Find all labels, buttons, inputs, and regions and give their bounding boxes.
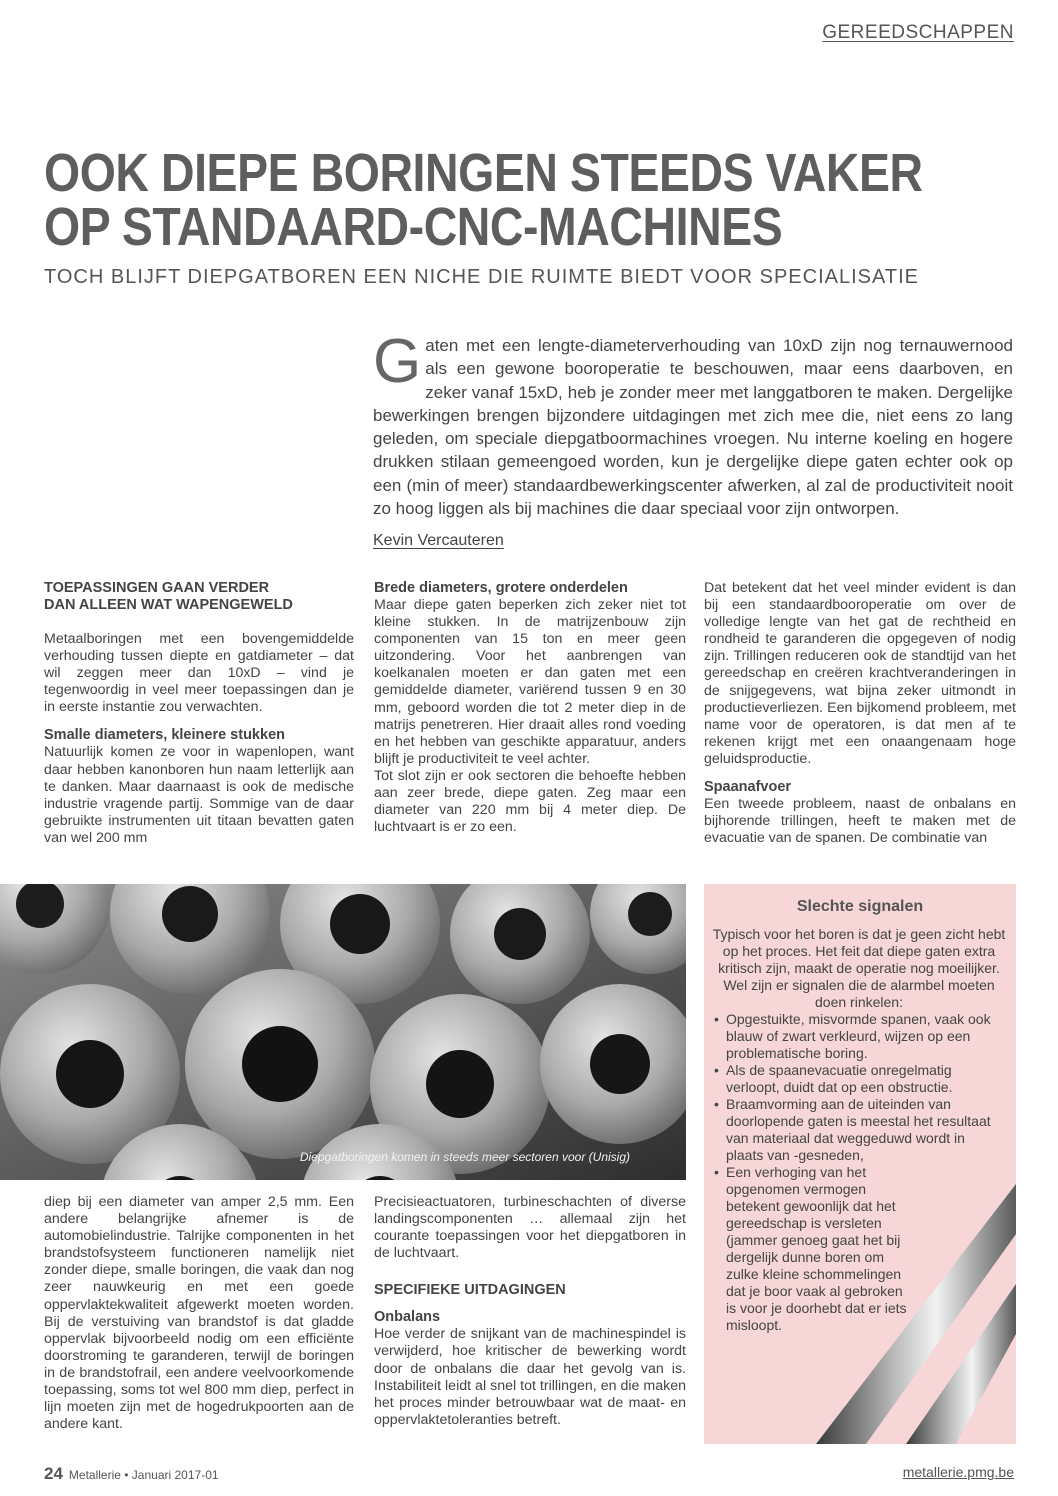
subheading: Onbalans	[374, 1309, 441, 1326]
body-paragraph: diep bij een diameter van amper 2,5 mm. Een andere belangrijke afnemer is de automobielindustrie. Talrijke componenten in het brandstofsysteem functioneren namelijk niet zonder diepe, smalle boringen, die vaak dan nog zeer nauwkeurig en met een goede oppervlaktekwaliteit afgewerkt moeten worden. Bij de verstuiving van brandstof is dat gladde oppervlak bijvoorbeeld nodig om een efficiënte doorstroming te garanderen, terwijl de boringen in de brandstofrail, een andere veelvoorkomende toepassing, soms tot wel 800 mm diep, perfect in lijn moeten zijn met de hogedrukpoorten aan de andere kant.	[44, 1194, 354, 1433]
website-link[interactable]: metallerie.pmg.be	[902, 1464, 1014, 1480]
list-item: • Als de spaanevacuatie onregelmatig verloopt, duidt dat op een obstructie.	[712, 1062, 1006, 1096]
author-byline: Kevin Vercauteren	[373, 532, 504, 549]
body-paragraph: Dat betekent dat het veel minder evident is dan bij een standaardbooroperatie om over de volledige lengte van het gat de rechtheid en rondheid te garanderen die opgegeven of nodig zijn. Trillingen reduceren ook de standtijd van het gereedschap en creëren krachtveranderingen in de snijgegevens, wat bijna zeker uitmondt in productieverliezen. Een bijkomend probleem, met name voor de operatoren, is dat men af te rekenen krijgt met een onaangenaam hoge geluidsproductie.	[704, 580, 1016, 767]
subheading: Smalle diameters, kleinere stukken	[44, 727, 285, 744]
drop-cap: G	[373, 327, 422, 396]
section-heading: TOEPASSINGEN GAAN VERDER DAN ALLEEN WAT WAPENGEWELD	[44, 580, 293, 613]
title-line-2: OP STANDAARD-CNC-MACHINES	[44, 197, 783, 257]
photo-caption: Diepgatboringen komen in steeds meer sectoren voor (Unisig)	[299, 1150, 630, 1164]
column-3-top	[704, 580, 1016, 847]
body-paragraph: Hoe verder de snijkant van de machinespindel is verwijderd, hoe kritischer de bewerking wordt door de onbalans die daar het gevolg van is. Instabiliteit leidt al snel tot trillingen, en die maken het proces minder betrouwbaar wat de maat- en oppervlaktetoleranties betreft.	[374, 1326, 686, 1428]
body-paragraph: Maar diepe gaten beperken zich zeker niet tot kleine stukken. In de matrijzenbouw zijn componenten van 15 ton en meer geen uitzondering. Voor het aanbrengen van koelkanalen moeten er dan gaten met een gemiddelde diameter, variërend tussen 9 en 30 mm, geboord worden die tot 2 meter diep in de matrijs penetreren. Hier draait alles rond voeding en het hebben van geschikte apparatuur, anders blijft je productiviteit te veel achter.	[374, 597, 686, 767]
section-heading: SPECIFIEKE UITDAGINGEN	[374, 1282, 566, 1299]
sidebar-bullet-list	[712, 1011, 1006, 1334]
article-title	[44, 143, 923, 257]
sidebar-box	[704, 884, 1016, 1444]
article-photo	[0, 884, 686, 1180]
list-item: • Opgestuikte, misvormde spanen, vaak ook blauw of zwart verkleurd, wijzen op een problematische boring.	[712, 1011, 1006, 1062]
page-number: 24	[44, 1464, 63, 1483]
column-2-bottom	[374, 1194, 686, 1429]
body-paragraph: Natuurlijk komen ze voor in wapenlopen, want daar hebben kanonboren hun naam letterlijk aan te danken. Maar daarnaast is ook de medische industrie vragende partij. Sommige van de daar gebruikte instrumenten uit titaan bevatten gaten van wel 200 mm	[44, 744, 354, 846]
sidebar-intro: Typisch voor het boren is dat je geen zicht hebt op het proces. Het feit dat diepe gaten extra kritisch zijn, maakt de operatie nog moeilijker. Wel zijn er signalen die de alarmbel moeten doen rinkelen:	[712, 926, 1006, 1010]
footer-page-info	[44, 1464, 219, 1484]
list-item: • Een verhoging van het opgenomen vermogen betekent gewoonlijk dat het gereedschap is versleten (jammer genoeg gaat het bij dergelijk dunne boren om zulke kleine schommelingen dat je boor vaak al gebroken is voor je doorhebt dat er iets misloopt.	[712, 1164, 1006, 1334]
intro-text: aten met een lengte-diameterverhouding van 10xD zijn nog ternauwernood als een gewone booroperatie te beschouwen, maar eens daarboven, en zeker vanaf 15xD, heb je zonder meer met langgatboren te maken. Dergelijke bewerkingen brengen bijzondere uitdagingen met zich mee die, niet eens zo lang geleden, om speciale diepgatboormachines vroegen. Nu interne koeling en hogere drukken stilaan gemeengoed worden, kun je dergelijke diepe gaten echter ook op een (min of meer) standaardbewerkingscenter afwerken, al zal de productiviteit nooit zo hoog liggen als bij machines die daar speciaal voor zijn ontworpen.	[373, 336, 1013, 519]
list-item: • Braamvorming aan de uiteinden van doorlopende gaten is meestal het resultaat van materiaal dat weggeduwd wordt in plaats van -gesneden,	[712, 1096, 1006, 1164]
column-1-top	[44, 580, 354, 847]
sidebar-body	[712, 926, 1006, 1334]
column-2-top	[374, 580, 686, 836]
column-1-bottom	[44, 1194, 354, 1433]
intro-paragraph	[373, 327, 1013, 520]
section-label: GEREEDSCHAPPEN	[822, 22, 1014, 43]
sidebar-title: Slechte signalen	[796, 898, 924, 915]
title-line-1: OOK DIEPE BORINGEN STEEDS VAKER	[44, 143, 923, 203]
body-paragraph: Precisieactuatoren, turbineschachten of diverse landingscomponenten … allemaal zijn het courante toepassingen voor het diepgatboren in de luchtvaart.	[374, 1194, 686, 1262]
publication-info: Metallerie • Januari 2017-01	[68, 1468, 219, 1482]
body-paragraph: Een tweede probleem, naast de onbalans en bijhorende trillingen, heeft te maken met de evacuatie van de spanen. De combinatie van	[704, 796, 1016, 847]
steel-tubes-image	[0, 884, 686, 1180]
subheading: Brede diameters, grotere onderdelen	[374, 580, 628, 596]
subheading: Spaanafvoer	[704, 779, 792, 796]
body-paragraph: Metaalboringen met een bovengemiddelde verhouding tussen diepte en gatdiameter – dat wil zeggen meer dan 10xD – vind je tegenwoordig in veel meer toepassingen dan je in eerste instantie zou verwachten.	[44, 631, 354, 716]
body-paragraph: Tot slot zijn er ook sectoren die behoefte hebben aan zeer brede, diepe gaten. Zeg maar een diameter van 220 mm bij 4 meter diep. De luchtvaart is er zo een.	[374, 767, 686, 836]
article-subtitle: TOCH BLIJFT DIEPGATBOREN EEN NICHE DIE RUIMTE BIEDT VOOR SPECIALISATIE	[44, 266, 919, 288]
